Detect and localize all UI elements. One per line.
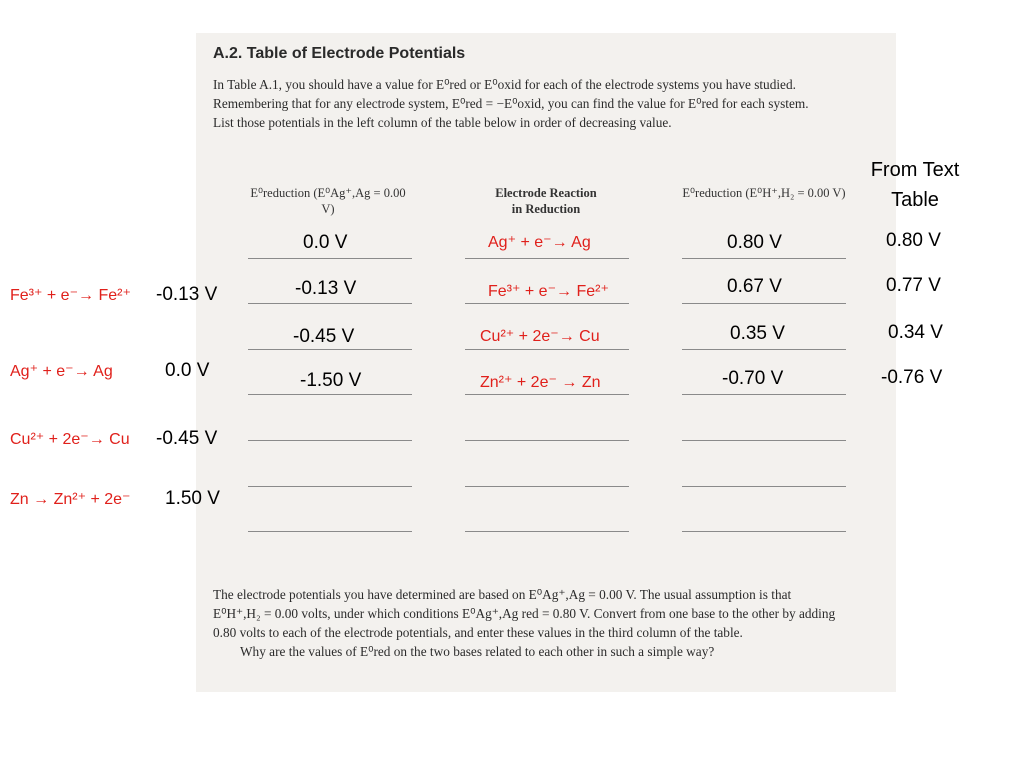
table-line — [248, 531, 412, 532]
table-line — [465, 486, 629, 487]
footer-text — [213, 585, 883, 661]
intro-line-2: Remembering that for any electrode system, E⁰red = −E⁰oxid, you can find the value for E⁰red for each system. — [213, 96, 809, 111]
section-title: A.2. Table of Electrode Potentials — [213, 45, 466, 62]
col2-reaction: Cu²⁺ + 2e⁻→ Cu — [480, 328, 600, 345]
col1-value: -1.50 V — [300, 370, 362, 391]
intro-text — [213, 75, 883, 132]
from-text-header-line2: Table — [891, 189, 939, 211]
col1-value: -0.13 V — [295, 278, 357, 299]
table-line — [682, 349, 846, 350]
footer-line-3: 0.80 volts to each of the electrode potentials, and enter these values in the third column of the table. — [213, 625, 743, 640]
footer-line-2: E⁰H⁺,H₂ = 0.00 volts, under which conditions E⁰Ag⁺,Ag red = 0.80 V. Convert from one base to the other by adding — [213, 606, 836, 621]
col1-value: 0.0 V — [303, 232, 348, 253]
col2-header-line2: in Reduction — [511, 202, 581, 216]
left-note-value: -0.13 V — [156, 284, 218, 305]
table-line — [682, 303, 846, 304]
from-text-value: 0.34 V — [888, 322, 943, 343]
table-line — [465, 394, 629, 395]
from-text-header-line1: From Text — [870, 159, 960, 181]
textbook-page — [196, 33, 896, 692]
intro-line-3: List those potentials in the left column of the table below in order of decreasing value. — [213, 115, 672, 130]
left-note-value: 0.0 V — [165, 360, 210, 381]
table-line — [248, 394, 412, 395]
left-note-value: -0.45 V — [156, 428, 218, 449]
col1-header: E⁰reduction (E⁰Ag⁺,Ag = 0.00 V) — [250, 186, 406, 216]
table-line — [682, 258, 846, 259]
left-note-reaction: Zn → Zn²⁺ + 2e⁻ — [10, 491, 131, 508]
from-text-value: -0.76 V — [881, 367, 943, 388]
table-line — [465, 349, 629, 350]
from-text-value: 0.77 V — [886, 275, 941, 296]
col3-value: 0.35 V — [730, 323, 785, 344]
col3-value: -0.70 V — [722, 368, 784, 389]
table-line — [682, 440, 846, 441]
col2-reaction: Ag⁺ + e⁻→ Ag — [488, 234, 591, 251]
col2-reaction: Zn²⁺ + 2e⁻ → Zn — [480, 374, 601, 391]
table-line — [248, 258, 412, 259]
table-line — [465, 258, 629, 259]
table-line — [465, 531, 629, 532]
table-line — [248, 486, 412, 487]
col2-header — [464, 185, 628, 217]
table-line — [248, 349, 412, 350]
footer-line-4: Why are the values of E⁰red on the two bases related to each other in such a simple way? — [240, 644, 715, 659]
col2-header-line1: Electrode Reaction — [495, 186, 597, 200]
from-text-header — [855, 155, 975, 215]
left-note-reaction: Fe³⁺ + e⁻→ Fe²⁺ — [10, 287, 131, 304]
col1-value: -0.45 V — [293, 326, 355, 347]
table-line — [682, 531, 846, 532]
table-line — [465, 440, 629, 441]
table-line — [248, 303, 412, 304]
intro-line-1: In Table A.1, you should have a value for E⁰red or E⁰oxid for each of the electrode systems you have studied. — [213, 77, 796, 92]
table-line — [682, 394, 846, 395]
col3-value: 0.67 V — [727, 276, 782, 297]
table-line — [248, 440, 412, 441]
from-text-value: 0.80 V — [886, 230, 941, 251]
table-line — [682, 486, 846, 487]
col3-value: 0.80 V — [727, 232, 782, 253]
table-line — [465, 303, 629, 304]
col3-header: E⁰reduction (E⁰H⁺,H₂ = 0.00 V) — [682, 186, 846, 200]
left-note-value: 1.50 V — [165, 488, 220, 509]
left-note-reaction: Ag⁺ + e⁻→ Ag — [10, 363, 113, 380]
footer-line-1: The electrode potentials you have determined are based on E⁰Ag⁺,Ag = 0.00 V. The usual assumption is that — [213, 587, 792, 602]
col2-reaction: Fe³⁺ + e⁻→ Fe²⁺ — [488, 283, 609, 300]
left-note-reaction: Cu²⁺ + 2e⁻→ Cu — [10, 431, 130, 448]
